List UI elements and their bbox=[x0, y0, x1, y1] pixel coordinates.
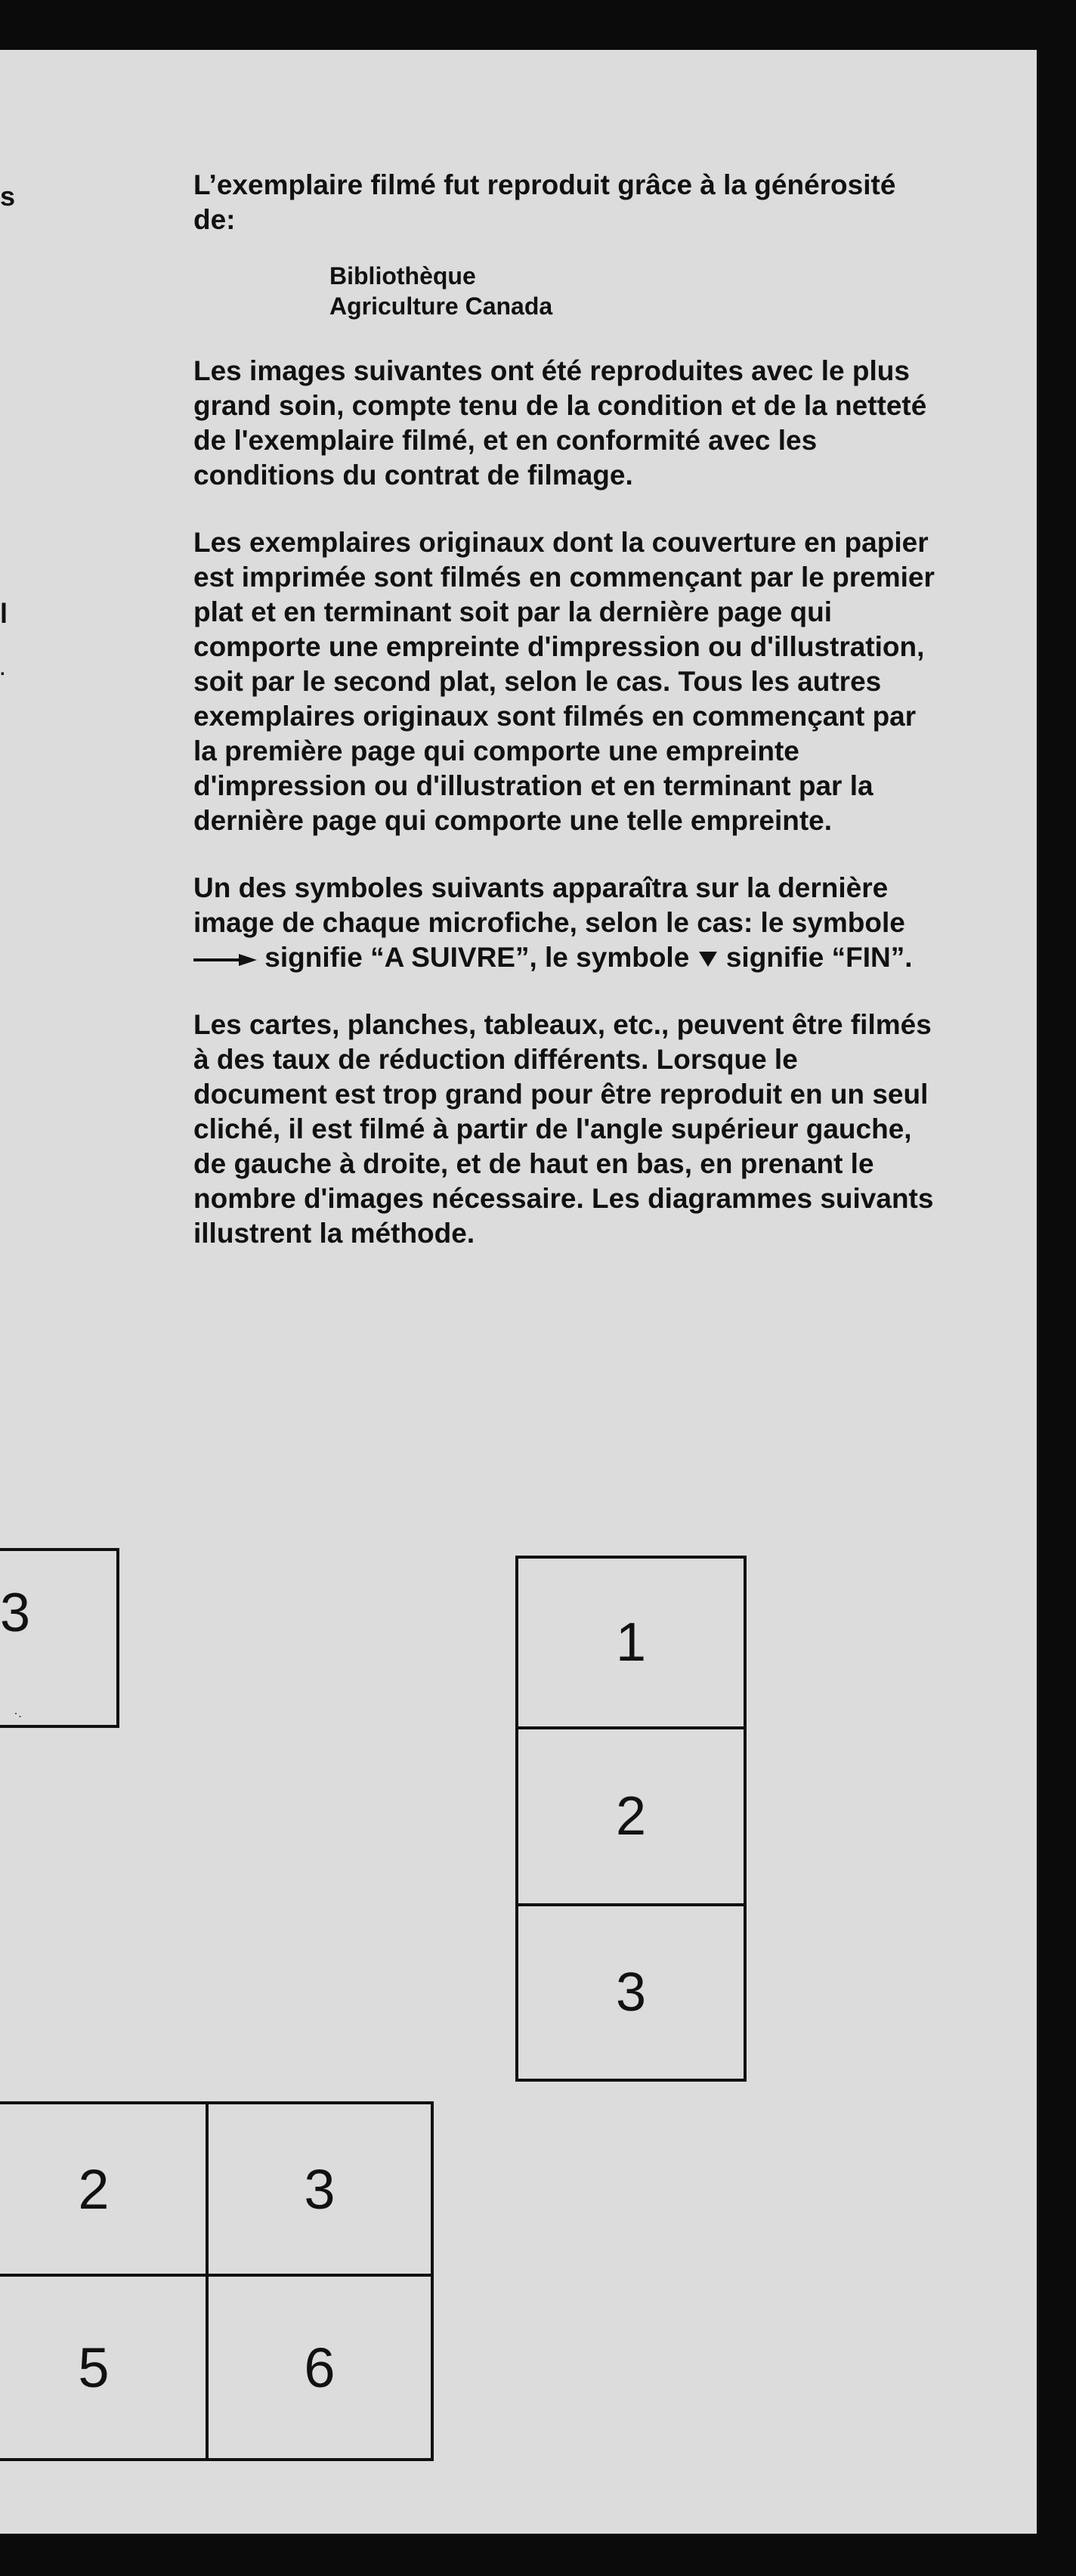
main-text-block bbox=[193, 168, 938, 1251]
grid-cell-5: 5 bbox=[0, 2274, 209, 2461]
paragraph-symbols bbox=[193, 871, 938, 975]
diagram-cell-2: 2 bbox=[515, 1726, 747, 1906]
library-name-line-1: Bibliothèque bbox=[329, 262, 476, 289]
diagram-cell-3: 3 bbox=[515, 1903, 747, 2082]
grid-cell-6: 6 bbox=[206, 2274, 434, 2461]
symbols-text-before-arrow: Un des symboles suivants apparaîtra sur la dernière image de chaque microfiche, selon le cas: le symbole bbox=[193, 872, 905, 938]
grid-cell-2: 2 bbox=[0, 2101, 209, 2277]
grid-cell-3: 3 bbox=[206, 2101, 434, 2277]
document-page bbox=[0, 50, 1037, 2534]
partial-diagram-number: 3 bbox=[0, 1583, 31, 1643]
left-margin-fragment-middle: l bbox=[0, 598, 8, 629]
triangle-symbol-icon bbox=[697, 950, 719, 968]
vertical-sequence-diagram bbox=[515, 1556, 747, 2082]
symbols-text-arrow-meaning: signifie “A SUIVRE”, le symbole bbox=[264, 942, 690, 973]
arrow-symbol-icon bbox=[193, 952, 257, 966]
paragraph-diagram-method: Les cartes, planches, tableaux, etc., peuvent être filmés à des taux de réduction différents. Lorsque le document est trop grand pour être reproduit en un seul cliché, il est filmé à partir de l'angle supérieur gauche, de gauche à droite, et de haut en bas, en prenant le nombre d'images nécessaire. Les diagrammes suivants illustrent la méthode. bbox=[193, 1009, 934, 1249]
symbols-text-triangle-meaning: signifie “FIN”. bbox=[725, 942, 913, 973]
intro-paragraph: L’exemplaire filmé fut reproduit grâce à la générosité de: bbox=[193, 169, 896, 235]
diagram-cell-1: 1 bbox=[515, 1556, 747, 1729]
library-name-line-2: Agriculture Canada bbox=[329, 293, 553, 320]
left-margin-fragment-top: s bbox=[0, 181, 16, 212]
paragraph-image-quality: Les images suivantes ont été reproduites avec le plus grand soin, compte tenu de la condition et de la netteté de l'exemplaire filmé, et en conformité avec les conditions du contrat de filmage. bbox=[193, 355, 927, 491]
library-credit bbox=[329, 261, 938, 321]
partial-diagram-mark: ·. bbox=[14, 1705, 22, 1720]
left-margin-fragment-dot: . bbox=[0, 659, 5, 680]
paragraph-original-copies: Les exemplaires originaux dont la couverture en papier est imprimée sont filmés en commençant par le premier plat et en terminant soit par la dernière page qui comporte une empreinte d'impression ou d'illustration, soit par le second plat, selon le cas. Tous les autres exemplaires originaux sont filmés en commençant par la première page qui comporte une empreinte d'impression ou d'illustration et en terminant par la dernière page qui comporte une telle empreinte. bbox=[193, 527, 935, 836]
grid-sequence-diagram bbox=[0, 2101, 434, 2461]
